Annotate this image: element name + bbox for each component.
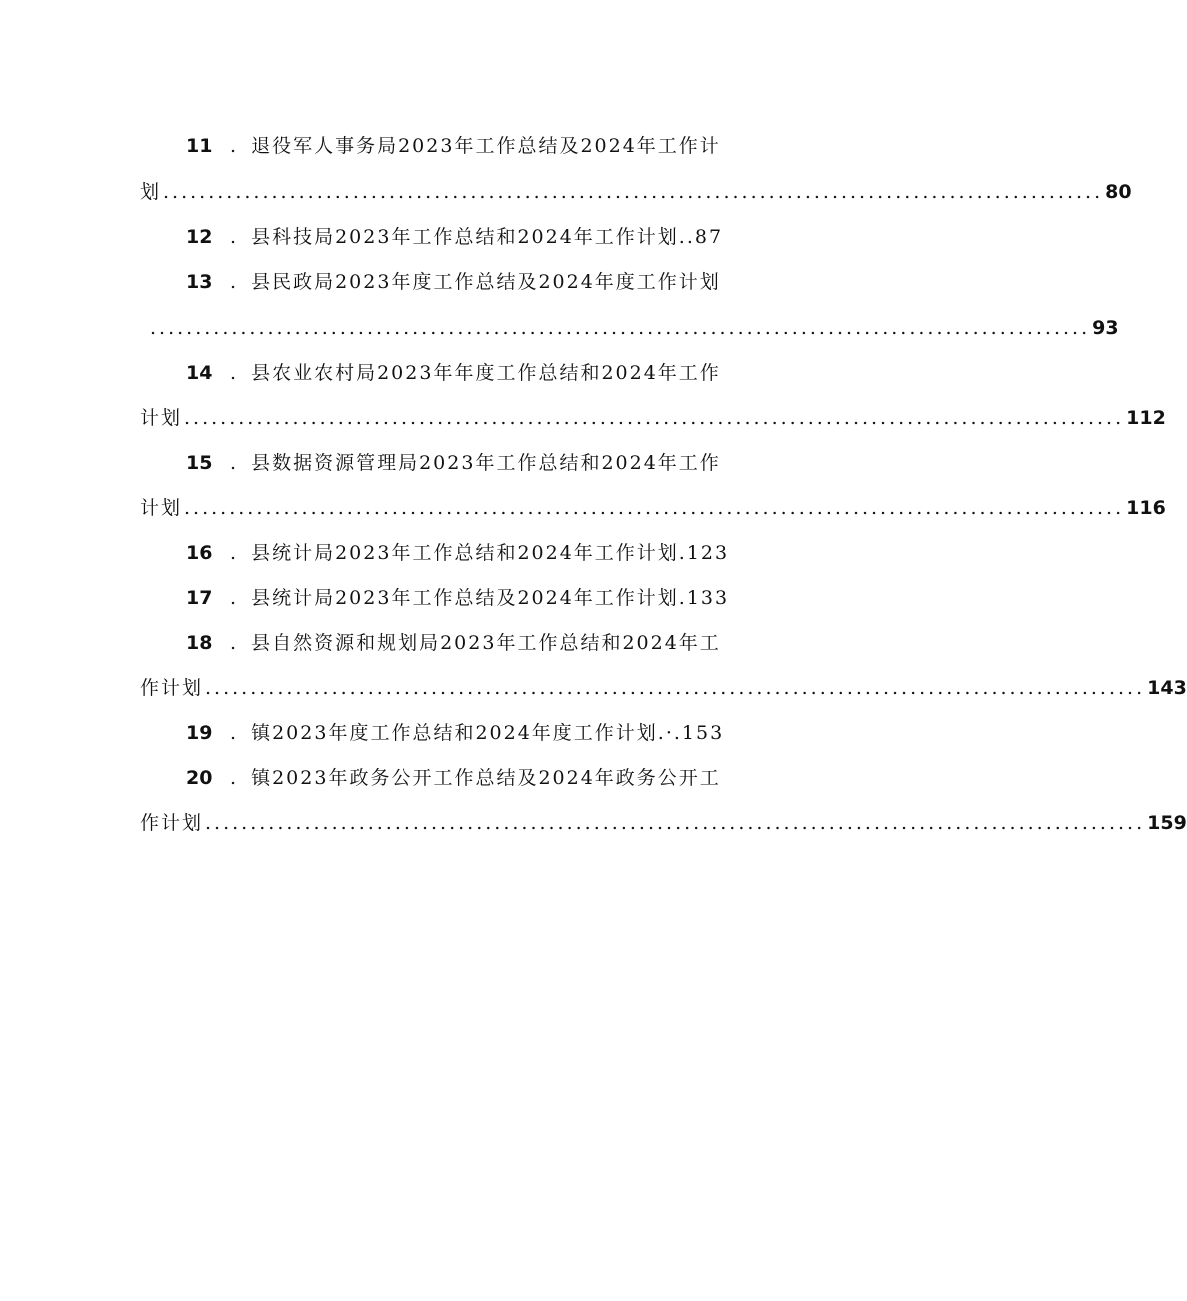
entry-page-number: 116 — [1126, 497, 1166, 519]
entry-title: 退役军人事务局2023年工作总结及2024年工作计 — [251, 135, 721, 157]
entry-title-continuation: 作计划 — [140, 677, 204, 699]
entry-title: 县自然资源和规划局2023年工作总结和2024年工 — [251, 632, 721, 654]
entry-page-number: 143 — [1147, 677, 1187, 699]
entry-number: 19 — [186, 722, 213, 744]
dot-leader: ........................................................................................................ — [150, 317, 1091, 339]
dot-leader: ........................................................................................................ — [184, 497, 1125, 519]
entry-title-continuation: 作计划 — [140, 812, 204, 834]
dot-leader: ........................................................................................................ — [205, 677, 1146, 699]
toc-entry-11-continuation[interactable] — [140, 174, 1132, 210]
entry-separator: . — [230, 362, 238, 384]
entry-separator: . — [230, 135, 238, 157]
entry-separator: . — [230, 722, 238, 744]
dot-leader: ........................................................................................................ — [184, 407, 1125, 429]
entry-number: 13 — [186, 271, 213, 293]
entry-separator: . — [230, 767, 238, 789]
toc-entry-18[interactable] — [186, 625, 721, 661]
entry-title: 镇2023年度工作总结和2024年度工作计划.·.153 — [251, 722, 725, 744]
toc-entry-13-continuation[interactable] — [140, 310, 1119, 346]
entry-number: 15 — [186, 452, 213, 474]
entry-number: 14 — [186, 362, 213, 384]
dot-leader: ........................................................................................................ — [163, 181, 1104, 203]
entry-page-number: 80 — [1105, 181, 1132, 203]
entry-separator: . — [230, 226, 238, 248]
toc-entry-11[interactable] — [186, 128, 721, 164]
toc-entry-13[interactable] — [186, 264, 721, 300]
entry-title: 县统计局2023年工作总结和2024年工作计划.123 — [251, 542, 730, 564]
entry-number: 18 — [186, 632, 213, 654]
entry-separator: . — [230, 632, 238, 654]
entry-separator: . — [230, 271, 238, 293]
entry-title: 镇2023年政务公开工作总结及2024年政务公开工 — [251, 767, 721, 789]
entry-title-continuation: 划 — [140, 181, 162, 203]
toc-entry-14-continuation[interactable] — [140, 400, 1166, 436]
entry-title: 县民政局2023年度工作总结及2024年度工作计划 — [251, 271, 721, 293]
entry-title: 县统计局2023年工作总结及2024年工作计划.133 — [251, 587, 730, 609]
toc-entry-16[interactable] — [186, 535, 730, 571]
entry-title-continuation: 计划 — [140, 407, 183, 429]
entry-number: 17 — [186, 587, 213, 609]
entry-page-number: 93 — [1092, 317, 1119, 339]
entry-title: 县数据资源管理局2023年工作总结和2024年工作 — [251, 452, 721, 474]
entry-title: 县科技局2023年工作总结和2024年工作计划..87 — [251, 226, 724, 248]
toc-entry-18-continuation[interactable] — [140, 670, 1187, 706]
entry-title-continuation: 计划 — [140, 497, 183, 519]
entry-number: 16 — [186, 542, 213, 564]
dot-leader: ........................................................................................................ — [205, 812, 1146, 834]
toc-entry-19[interactable] — [186, 715, 725, 751]
entry-page-number: 159 — [1147, 812, 1187, 834]
toc-entry-20-continuation[interactable] — [140, 805, 1187, 841]
entry-number: 20 — [186, 767, 213, 789]
toc-entry-15-continuation[interactable] — [140, 490, 1166, 526]
toc-entry-20[interactable] — [186, 760, 721, 796]
entry-separator: . — [230, 452, 238, 474]
toc-entry-14[interactable] — [186, 355, 721, 391]
toc-entry-12[interactable] — [186, 219, 724, 255]
entry-number: 11 — [186, 135, 213, 157]
entry-separator: . — [230, 542, 238, 564]
entry-number: 12 — [186, 226, 213, 248]
entry-page-number: 112 — [1126, 407, 1166, 429]
toc-entry-15[interactable] — [186, 445, 721, 481]
entry-title: 县农业农村局2023年年度工作总结和2024年工作 — [251, 362, 721, 384]
entry-separator: . — [230, 587, 238, 609]
toc-entry-17[interactable] — [186, 580, 730, 616]
